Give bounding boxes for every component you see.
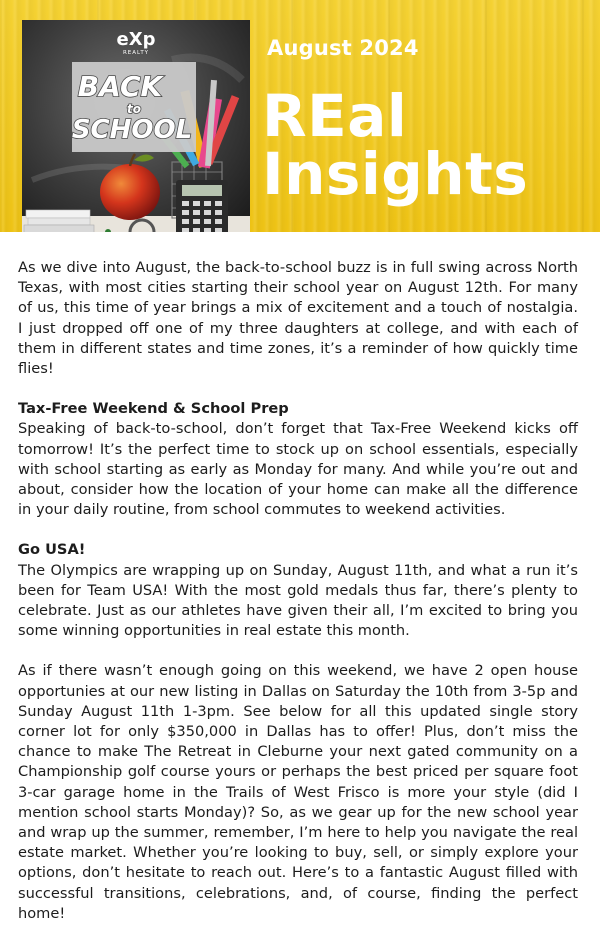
newsletter-title-line1: REal bbox=[262, 82, 408, 150]
exp-logo: eXp bbox=[116, 29, 156, 50]
section-heading-go-usa: Go USA! bbox=[18, 541, 86, 559]
section-text-tax-free: Speaking of back-to-school, don’t forget that Tax-Free Weekend kicks off tomorrow! It’s the perfect time to stock up on school essentials, especially with school starting as early as Monday for many. And while you’re out and about, consider how the location of your home can make all the difference in your daily routine, from school commutes to weekend activities. bbox=[18, 420, 578, 519]
newsletter-title-line2: Insights bbox=[262, 140, 529, 208]
section-heading-tax-free: Tax-Free Weekend & School Prep bbox=[18, 400, 289, 418]
newsletter-header bbox=[0, 0, 600, 232]
intro-paragraph: As we dive into August, the back-to-school buzz is in full swing across North Texas, with most cities starting their school year on August 12th. For many of us, this time of year brings a mix of excitement and a touch of nostalgia. I just dropped off one of my three daughters at college, and with each of them in different states and time zones, it’s a reminder of how quickly time flies! bbox=[18, 259, 578, 378]
section-text-go-usa: The Olympics are wrapping up on Sunday, August 11th, and what a run it’s been for Team USA! With the most gold medals thus far, there’s plenty to celebrate. Just as our athletes have given their all, I’m excited to bring you some winning opportunities in real estate this month. bbox=[18, 561, 578, 640]
newsletter-body bbox=[18, 258, 578, 944]
badge-school: SCHOOL bbox=[71, 115, 193, 145]
badge-back: BACK bbox=[77, 70, 163, 103]
issue-month: August 2024 bbox=[267, 36, 419, 60]
badge-to: to bbox=[127, 102, 141, 116]
closing-paragraph: As if there wasn’t enough going on this weekend, we have 2 open house opportunies at our new listing in Dallas on Saturday the 10th from 3-5p and Sunday August 11th 1-3pm. See below for all this updated single story corner lot for only $350,000 in Dallas has to offer! Plus, don’t miss the chance to make The Retreat in Cleburne your next gated community on a Championship golf course yours or perhaps the best priced per square foot 3-car garage home in the Trails of West Frisco is more your style (did I mention school starts Monday)? So, as we gear up for the new school year and wrap up the summer, remember, I’m here to help you navigate the real estate market. Whether you’re looking to buy, sell, or simply explore your options, don’t hesitate to reach out. Here’s to a fantastic August filled with successful transitions, celebrations, and, of course, finding the perfect home! bbox=[18, 662, 578, 922]
exp-logo-sub: REALTY bbox=[122, 50, 150, 56]
back-to-school-photo bbox=[22, 20, 250, 232]
